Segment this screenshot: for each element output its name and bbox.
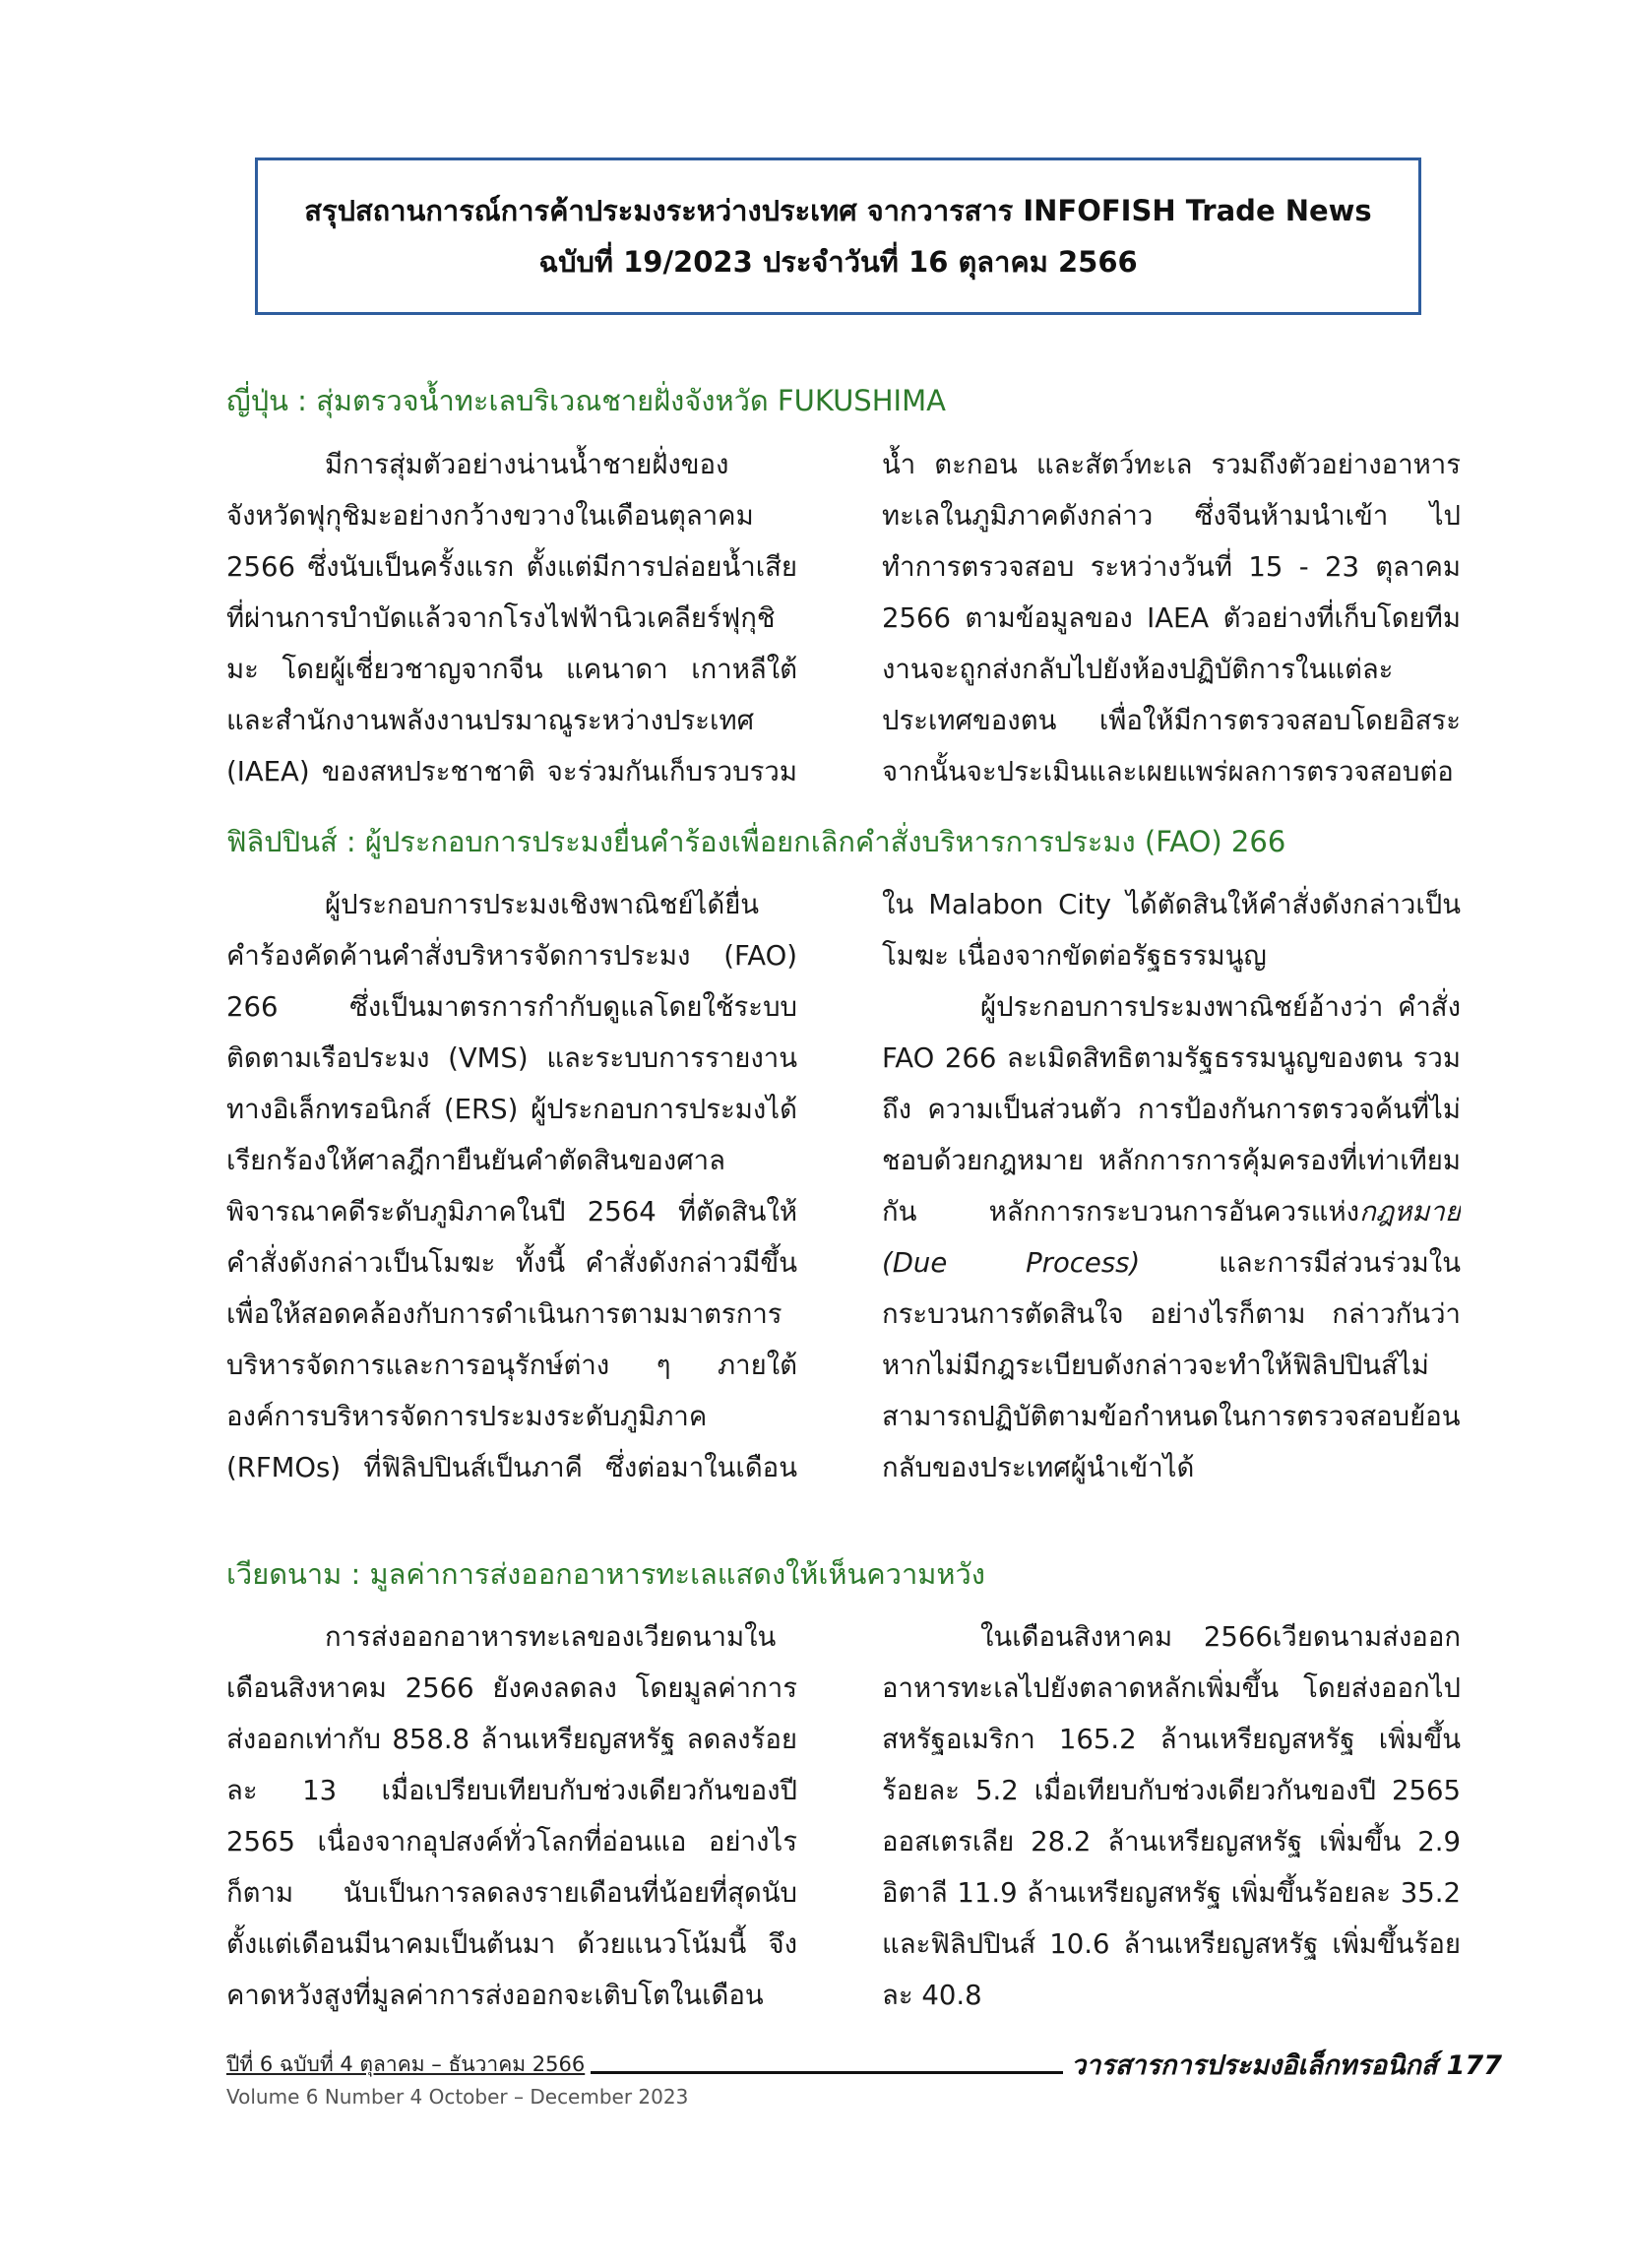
section-vietnam-right-text: ในเดือนสิงหาคม 2566เวียดนามส่งออกอาหารทะเลไปยังตลาดหลักเพิ่มขึ้น โดยส่งออกไปสหรัฐอเมริกา 165.2 ล้านเหรียญสหรัฐ เพิ่มขึ้นร้อยละ 5.2 เมื่อเทียบกับช่วงเดียวกันของปี 2565 ออสเตรเลีย 28.2 ล้านเหรียญสหรัฐ เพิ่มขึ้น 2.9 อิตาลี 11.9 ล้านเหรียญสหรัฐ เพิ่มขึ้นร้อยละ 35.2 และฟิลิปปินส์ 10.6 ล้านเหรียญสหรัฐ เพิ่มขึ้นร้อยละ 40.8 [882, 1621, 1461, 2011]
section-heading-vietnam: เวียดนาม : มูลค่าการส่งออกอาหารทะเลแสดงให้เห็นความหวัง [226, 1557, 985, 1591]
section-japan-left-column [226, 439, 797, 803]
section-japan-right-column [882, 439, 1461, 803]
page-subtitle: ฉบับที่ 19/2023 ประจำวันที่ 16 ตุลาคม 2566 [538, 245, 1138, 279]
footer-issue-english: Volume 6 Number 4 October – December 2023 [226, 2085, 689, 2109]
section-vietnam-right-column [882, 1611, 1461, 2025]
section-heading-japan: ญี่ปุ่น : สุ่มตรวจน้ำทะเลบริเวณชายฝั่งจังหวัด FUKUSHIMA [226, 384, 946, 417]
section-japan-right-text: น้ำ ตะกอน และสัตว์ทะเล รวมถึงตัวอย่างอาหารทะเลในภูมิภาคดังกล่าว ซึ่งจีนห้ามนำเข้า ไปทำการตรวจสอบ ระหว่างวันที่ 15 - 23 ตุลาคม 2566 ตามข้อมูลของ IAEA ตัวอย่างที่เก็บโดยทีมงานจะถูกส่งกลับไปยังห้องปฏิบัติการในแต่ละประเทศของตน เพื่อให้มีการตรวจสอบโดยอิสระ จากนั้นจะประเมินและเผยแพร่ผลการตรวจสอบต่อ [882, 449, 1461, 788]
section-philippines-right-para1: ใน Malabon City ได้ตัดสินให้คำสั่งดังกล่าวเป็นโมฆะ เนื่องจากขัดต่อรัฐธรรมนูญ [882, 889, 1461, 972]
section-vietnam-left-text: การส่งออกอาหารทะเลของเวียดนามในเดือนสิงหาคม 2566 ยังคงลดลง โดยมูลค่าการส่งออกเท่ากับ 858.8 ล้านเหรียญสหรัฐ ลดลงร้อยละ 13 เมื่อเปรียบเทียบกับช่วงเดียวกันของปี 2565 เนื่องจากอุปสงค์ทั่วโลกที่อ่อนแอ อย่างไรก็ตาม นับเป็นการลดลงรายเดือนที่น้อยที่สุดนับตั้งแต่เดือนมีนาคมเป็นต้นมา ด้วยแนวโน้มนี้ จึงคาดหวังสูงที่มูลค่าการส่งออกจะเติบโตในเดือน [226, 1621, 797, 2011]
section-philippines-left-text: ผู้ประกอบการประมงเชิงพาณิชย์ได้ยื่นคำร้องคัดค้านคำสั่งบริหารจัดการประมง (FAO) 266 ซึ่งเป็นมาตรการกำกับดูแลโดยใช้ระบบติดตามเรือประมง (VMS) และระบบการรายงานทางอิเล็กทรอนิกส์ (ERS) ผู้ประกอบการประมงได้เรียกร้องให้ศาลฎีกายืนยันคำตัดสินของศาลพิจารณาคดีระดับภูมิภาคในปี 2564 ที่ตัดสินให้คำสั่งดังกล่าวเป็นโมฆะ ทั้งนี้ คำสั่งดังกล่าวมีขึ้นเพื่อให้สอดคล้องกับการดำเนินการตามมาตรการบริหารจัดการและการอนุรักษ์ต่าง ๆ ภายใต้องค์การบริหารจัดการประมงระดับภูมิภาค (RFMOs) ที่ฟิลิปปินส์เป็นภาคี ซึ่งต่อมาในเดือน [226, 889, 797, 1483]
page-title: สรุปสถานการณ์การค้าประมงระหว่างประเทศ จากวารสาร INFOFISH Trade News [304, 194, 1372, 227]
footer-divider [591, 2071, 1063, 2074]
title-box [255, 158, 1421, 315]
footer-journal-page: วารสารการประมงอิเล็กทรอนิกส์ 177 [1071, 2050, 1502, 2081]
section-philippines-left-column [226, 879, 797, 1503]
section-vietnam-left-column [226, 1611, 797, 2025]
due-process-term: กฎหมาย (Due Process) [882, 1196, 1461, 1279]
footer-issue-thai: ปีที่ 6 ฉบับที่ 4 ตุลาคม – ธันวาคม 2566 [226, 2052, 586, 2076]
section-japan-left-text: มีการสุ่มตัวอย่างน่านน้ำชายฝั่งของจังหวัดฟุกุชิมะอย่างกว้างขวางในเดือนตุลาคม 2566 ซึ่งนับเป็นครั้งแรก ตั้งแต่มีการปล่อยน้ำเสียที่ผ่านการบำบัดแล้วจากโรงไฟฟ้านิวเคลียร์ฟุกุชิมะ โดยผู้เชี่ยวชาญจากจีน แคนาดา เกาหลีใต้ และสำนักงานพลังงานปรมาณูระหว่างประเทศ (IAEA) ของสหประชาชาติ จะร่วมกันเก็บรวบรวม [226, 449, 797, 788]
section-philippines-right-column [882, 879, 1461, 1503]
section-philippines-right-para2: ผู้ประกอบการประมงพาณิชย์อ้างว่า คำสั่ง FAO 266 ละเมิดสิทธิตามรัฐธรรมนูญของตน รวมถึง ความเป็นส่วนตัว การป้องกันการตรวจค้นที่ไม่ชอบด้วยกฎหมาย หลักการการคุ้มครองที่เท่าเทียมกัน หลักการกระบวนการอันควรแห่งกฎหมาย (Due Process) และการมีส่วนร่วมในกระบวนการตัดสินใจ อย่างไรก็ตาม กล่าวกันว่าหากไม่มีกฎระเบียบดังกล่าวจะทำให้ฟิลิปปินส์ไม่สามารถปฏิบัติตามข้อกำหนดในการตรวจสอบย้อนกลับของประเทศผู้นำเข้าได้ [882, 991, 1461, 1483]
section-heading-philippines: ฟิลิปปินส์ : ผู้ประกอบการประมงยื่นคำร้องเพื่อยกเลิกคำสั่งบริหารการประมง (FAO) 266 [226, 825, 1286, 858]
